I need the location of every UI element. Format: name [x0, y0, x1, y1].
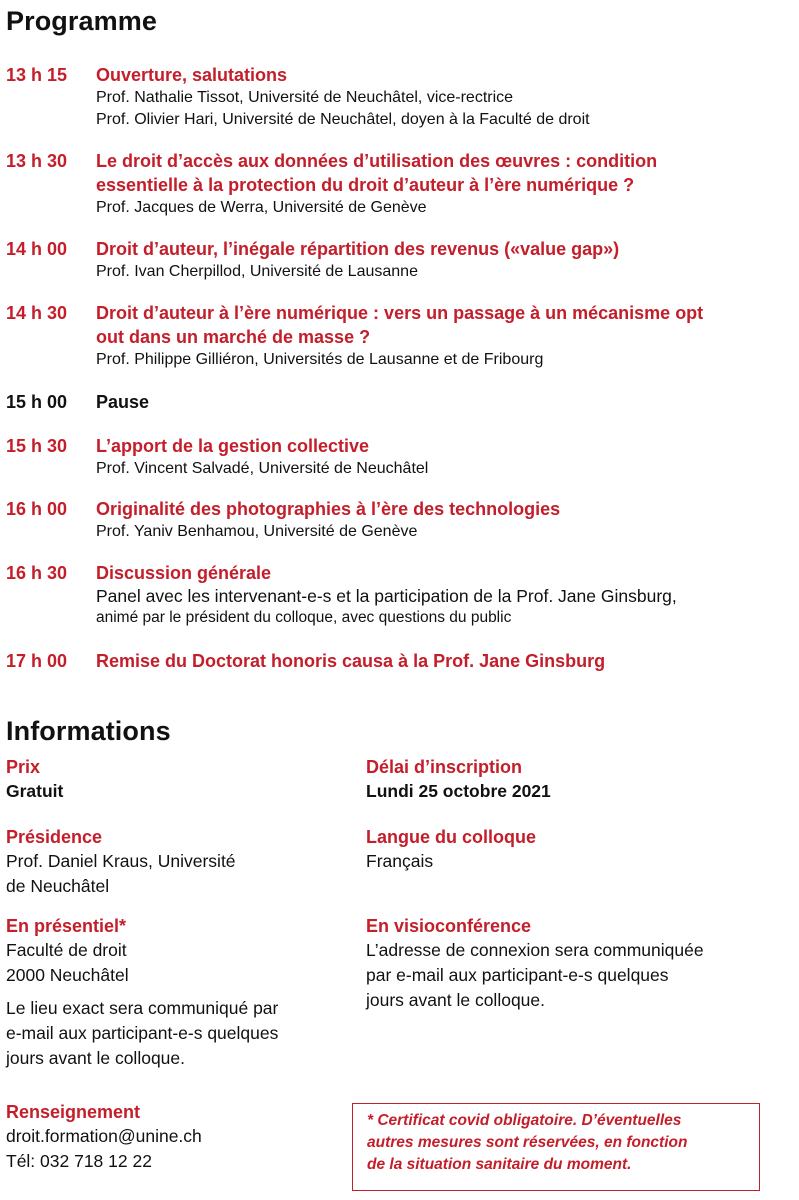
info-label: Présidence [6, 827, 103, 847]
programme-entry-1315 [6, 63, 796, 131]
entry-speaker: animé par le président du colloque, avec questions du public [96, 609, 512, 626]
contact-email[interactable]: droit.formation@unine.ch [6, 1126, 202, 1146]
entry-time: 15 h 30 [6, 436, 68, 456]
programme-entry-1630 [6, 561, 796, 629]
programme-entry-1500 [6, 390, 796, 414]
entry-time: 14 h 00 [6, 239, 68, 259]
entry-title: Droit d’auteur à l’ère numérique : vers un passage à un mécanisme opt [96, 303, 704, 323]
info-label: En présentiel* [6, 916, 127, 936]
info-langue [366, 825, 786, 874]
info-delai [366, 755, 786, 804]
info-value: par e-mail aux participant-e-s quelques [366, 965, 669, 985]
info-presentiel [6, 914, 351, 1071]
info-value: jours avant le colloque. [366, 990, 545, 1010]
entry-title: L’apport de la gestion collective [96, 436, 370, 456]
entry-speaker: Panel avec les intervenant-e-s et la participation de la Prof. Jane Ginsburg, [96, 586, 677, 606]
entry-title: Remise du Doctorat honoris causa à la Prof. Jane Ginsburg [96, 651, 606, 671]
info-value: Lundi 25 octobre 2021 [366, 781, 551, 801]
info-value: Gratuit [6, 781, 64, 801]
entry-title: Ouverture, salutations [96, 65, 288, 85]
entry-time: 13 h 15 [6, 65, 68, 85]
entry-title: Pause [96, 392, 150, 412]
info-renseignement [6, 1100, 346, 1174]
info-value: 2000 Neuchâtel [6, 965, 129, 985]
info-label: Langue du colloque [366, 827, 536, 847]
info-value: de Neuchâtel [6, 876, 110, 896]
programme-entry-1600 [6, 497, 796, 543]
info-value: Prof. Daniel Kraus, Université [6, 851, 236, 871]
programme-entry-1530 [6, 434, 796, 480]
info-label: Renseignement [6, 1102, 141, 1122]
entry-speaker: Prof. Ivan Cherpillod, Université de Lausanne [96, 263, 418, 280]
info-note [6, 996, 351, 1071]
entry-speaker: Prof. Nathalie Tissot, Université de Neuchâtel, vice-rectrice [96, 89, 514, 106]
info-visio [366, 914, 791, 1013]
info-note-line: jours avant le colloque. [6, 1048, 185, 1068]
programme-entry-1400 [6, 237, 796, 283]
entry-time: 17 h 00 [6, 651, 68, 671]
info-label: En visioconférence [366, 916, 532, 936]
contact-phone: Tél: 032 718 12 22 [6, 1151, 152, 1171]
info-value: Français [366, 851, 434, 871]
entry-title: essentielle à la protection du droit d’auteur à l’ère numérique ? [96, 175, 635, 195]
informations-heading: Informations [6, 716, 171, 746]
entry-time: 13 h 30 [6, 151, 68, 171]
covid-notice-box [352, 1103, 760, 1191]
info-presidence [6, 825, 346, 899]
entry-speaker: Prof. Olivier Hari, Université de Neuchâtel, doyen à la Faculté de droit [96, 111, 590, 128]
programme-entry-1330 [6, 149, 796, 219]
covid-notice-line: * Certificat covid obligatoire. D’éventuelles [367, 1112, 682, 1129]
entry-title: Originalité des photographies à l’ère des technologies [96, 499, 561, 519]
entry-title: Discussion générale [96, 563, 272, 583]
entry-speaker: Prof. Jacques de Werra, Université de Genève [96, 199, 427, 216]
covid-notice-line: autres mesures sont réservées, en fonction [367, 1134, 688, 1151]
entry-speaker: Prof. Yaniv Benhamou, Université de Genève [96, 523, 418, 540]
info-note-line: Le lieu exact sera communiqué par [6, 998, 279, 1018]
programme-entry-1430 [6, 301, 796, 371]
entry-time: 16 h 30 [6, 563, 68, 583]
info-value: Faculté de droit [6, 940, 127, 960]
entry-title: out dans un marché de masse ? [96, 327, 371, 347]
covid-notice-line: de la situation sanitaire du moment. [367, 1156, 632, 1173]
info-prix [6, 755, 346, 804]
entry-title: Droit d’auteur, l’inégale répartition des revenus («value gap») [96, 239, 620, 259]
entry-time: 15 h 00 [6, 392, 68, 412]
entry-time: 16 h 00 [6, 499, 68, 519]
entry-title: Le droit d’accès aux données d’utilisation des œuvres : condition [96, 151, 658, 171]
entry-time: 14 h 30 [6, 303, 68, 323]
entry-speaker: Prof. Vincent Salvadé, Université de Neuchâtel [96, 460, 429, 477]
programme-heading: Programme [6, 6, 157, 36]
programme-entry-1700 [6, 649, 796, 673]
entry-speaker: Prof. Philippe Gilliéron, Universités de Lausanne et de Fribourg [96, 351, 544, 368]
info-label: Délai d’inscription [366, 757, 523, 777]
info-value: L’adresse de connexion sera communiquée [366, 940, 704, 960]
info-label: Prix [6, 757, 41, 777]
info-note-line: e-mail aux participant-e-s quelques [6, 1023, 279, 1043]
